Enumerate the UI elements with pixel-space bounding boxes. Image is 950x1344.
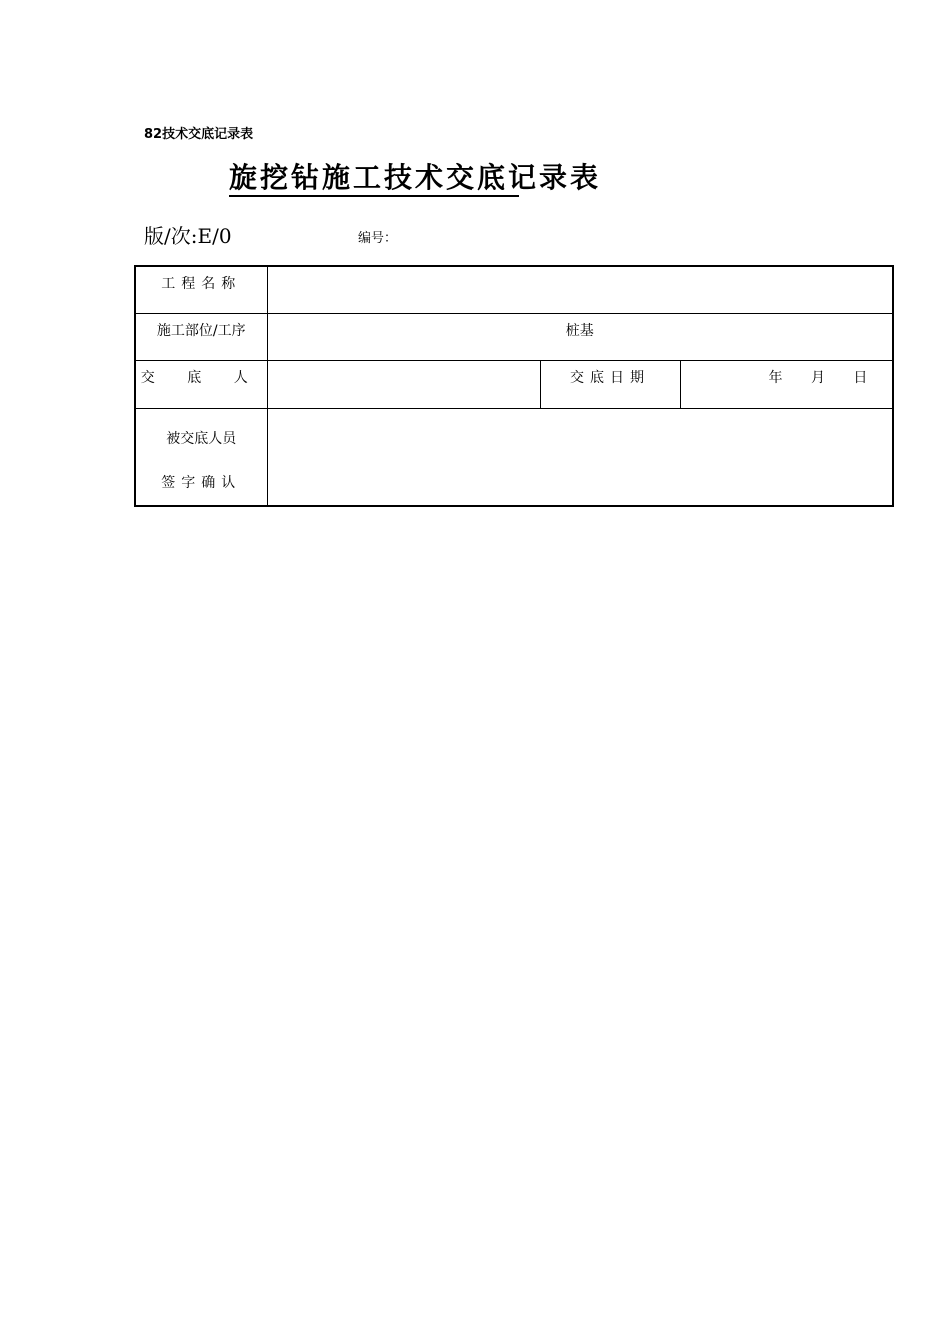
- date-value-cell[interactable]: [680, 360, 893, 408]
- record-table: [134, 265, 894, 507]
- project-name-label: 工程名称: [161, 276, 242, 292]
- table-row: [135, 408, 893, 506]
- table-row: [135, 360, 893, 408]
- date-label-cell: [540, 360, 680, 408]
- presenter-label-cell: [135, 360, 267, 408]
- document-title: 旋挖钻施工技术交底记录表: [229, 161, 602, 194]
- recipients-label-line1: 被交底人员: [166, 430, 237, 447]
- project-name-label-cell: [135, 266, 267, 313]
- version-text: 版/次:E/0: [144, 224, 232, 248]
- project-name-value: [268, 267, 893, 273]
- title-underline: [229, 195, 519, 197]
- part-process-label: 施工部位/工序: [156, 322, 246, 339]
- recipients-signature-cell[interactable]: [267, 408, 893, 506]
- table-row: [135, 313, 893, 360]
- document-label: 82技术交底记录表: [144, 127, 254, 142]
- part-process-value: 桩基: [565, 322, 594, 339]
- date-value: 年 月 日: [768, 369, 880, 386]
- recipients-label-cell: [135, 408, 267, 506]
- presenter-value-cell[interactable]: [267, 360, 540, 408]
- part-process-label-cell: [135, 313, 267, 360]
- recipients-label-line2: 签字确认: [161, 474, 242, 491]
- table-row: [135, 266, 893, 313]
- date-label: 交底日期: [570, 369, 650, 386]
- recipients-signature-value: [268, 409, 893, 415]
- part-process-value-cell[interactable]: [267, 313, 893, 360]
- serial-number-label: 编号：: [358, 231, 398, 246]
- presenter-value: [268, 361, 540, 367]
- project-name-value-cell[interactable]: [267, 266, 893, 313]
- presenter-label: 交 底 人: [140, 369, 262, 386]
